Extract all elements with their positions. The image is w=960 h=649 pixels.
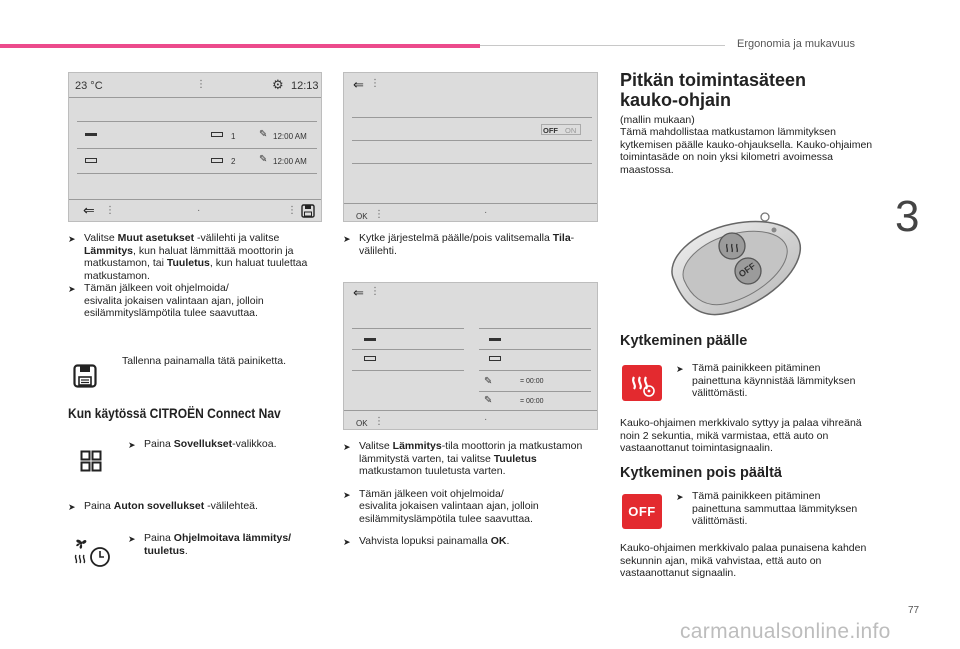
- program-1-index: 1: [231, 132, 236, 141]
- intro-paragraph: Tämä mahdollistaa matkustamon lämmityksen kytkemisen päälle kauko-ohjauksella. Kauko-ohjaimen toimintasäde on noin yksi kilometri avoimessa maastossa.: [620, 126, 873, 176]
- bullet-marker: ➤: [676, 492, 684, 502]
- program-1-time: 12:00 AM: [273, 132, 307, 141]
- divider: [77, 173, 317, 174]
- program-1-toggle[interactable]: [211, 132, 223, 137]
- program-2-status: [85, 158, 97, 163]
- bullet-marker: ➤: [343, 489, 351, 500]
- screen-heating-schedule: [68, 72, 322, 222]
- divider: [352, 163, 592, 164]
- list-item: [68, 500, 326, 514]
- divider: [352, 370, 464, 371]
- separator-dots: ⋮: [374, 416, 384, 427]
- edit-pencil-icon[interactable]: ✎: [484, 376, 493, 387]
- back-arrow-icon[interactable]: ⇐: [353, 285, 364, 300]
- section-heading-connect-nav: Kun käytössä CITROËN Connect Nav: [68, 405, 281, 421]
- bullet-marker: ➤: [68, 284, 76, 294]
- title-line: Pitkän toimintasäteen: [620, 70, 807, 90]
- back-arrow-icon[interactable]: ⇐: [353, 77, 364, 92]
- page-number: 77: [908, 605, 920, 616]
- model-note: (mallin mukaan): [620, 114, 695, 126]
- bullet-marker: ➤: [68, 502, 76, 512]
- divider: [479, 349, 591, 350]
- program-2-toggle[interactable]: [211, 158, 223, 163]
- separator-dots: ⋮: [374, 209, 384, 220]
- separator-dots: ⋮: [196, 79, 206, 90]
- bullet-marker: ➤: [128, 440, 136, 450]
- heating-option[interactable]: [364, 356, 376, 361]
- screen-mode-select: [343, 282, 598, 430]
- off-label[interactable]: OFF: [543, 126, 558, 135]
- list-item: [68, 282, 326, 320]
- divider: [352, 117, 592, 118]
- divider: [69, 97, 321, 98]
- save-icon: [73, 364, 97, 388]
- divider: [69, 199, 321, 200]
- remote-control-illustration: [662, 208, 812, 320]
- separator-dots: ⋮: [370, 78, 380, 89]
- title-line: kauko-ohjain: [620, 90, 732, 110]
- heading-switch-off: Kytkeminen pois päältä: [620, 465, 782, 481]
- separator-dots: ·: [197, 205, 201, 216]
- instruction-list-2: [343, 440, 601, 549]
- list-item: [343, 232, 601, 257]
- ventilation-mode-indicator[interactable]: [489, 338, 501, 341]
- list-item: [128, 438, 323, 452]
- off-button-icon: [622, 494, 662, 529]
- heating-ventilation-timer-icon: [72, 533, 112, 569]
- temperature-readout: 23 °C: [75, 80, 103, 92]
- switch-on-paragraph: Kauko-ohjaimen merkkivalo syttyy ja palaa vihreänä noin 2 sekuntia, mikä varmistaa, että auto on vastaanottanut toimintasignaalin.: [620, 417, 862, 454]
- separator-dots: ·: [484, 207, 488, 218]
- bullet-marker: ➤: [128, 534, 136, 544]
- heating-on-icon: [622, 365, 662, 401]
- list-item-text: Tämä painikkeen pitäminen painettuna käynnistää lämmityksen välittömästi.: [692, 362, 856, 399]
- divider: [77, 121, 317, 122]
- list-item: [68, 232, 326, 282]
- divider: [479, 328, 591, 329]
- edit-pencil-icon[interactable]: ✎: [484, 395, 493, 406]
- bullet-marker: ➤: [343, 234, 351, 244]
- program-2-time: 12:00 AM: [273, 157, 307, 166]
- ventilation-option[interactable]: [489, 356, 501, 361]
- switch-off-paragraph: Kauko-ohjaimen merkkivalo palaa punaisena kahden sekunnin ajan, mikä vahvistaa, että auto on vastaanottanut signaalin.: [620, 542, 867, 579]
- list-item: [128, 532, 323, 557]
- ok-button[interactable]: OK: [356, 419, 368, 428]
- list-item-text: Tämän jälkeen voit ohjelmoida/ esivalita jokaisen valintaan ajan, jolloin esilämmityslämpötila tulee saavuttaa.: [84, 282, 264, 319]
- list-item: [343, 535, 601, 549]
- heating-mode-indicator[interactable]: [364, 338, 376, 341]
- header-accent-bar: [0, 44, 480, 48]
- list-item: [343, 488, 601, 526]
- on-label[interactable]: ON: [565, 126, 577, 135]
- screen-status-tab: [343, 72, 598, 222]
- list-item-text: Valitse Lämmitys-tila moottorin ja matkustamon lämmitystä varten, tai valitse Tuuletus matkustamon tuuletusta varten.: [359, 440, 583, 477]
- list-item-text: Paina Ohjelmoitava lämmitys/ tuuletus.: [144, 532, 292, 557]
- program-time-1: = 00:00: [520, 378, 544, 385]
- list-item: [676, 362, 866, 400]
- heading-switch-on: Kytkeminen päälle: [620, 333, 748, 349]
- list-item-text: Valitse Muut asetukset -välilehti ja valitse Lämmitys, kun haluat lämmittää moottorin ja matkustamon, tai Tuuletus, kun haluat tuulettaa matkustamon.: [84, 232, 308, 282]
- divider: [77, 148, 317, 149]
- status-switch[interactable]: [541, 124, 581, 135]
- apps-grid-icon: [80, 450, 102, 472]
- back-arrow-icon[interactable]: ⇐: [83, 202, 95, 218]
- separator-dots: ⋮: [287, 205, 297, 216]
- bullet-marker: ➤: [343, 537, 351, 547]
- program-time-2: = 00:00: [520, 398, 544, 405]
- divider: [479, 391, 591, 392]
- ok-button[interactable]: OK: [356, 212, 368, 221]
- separator-dots: ⋮: [105, 205, 115, 216]
- remote-off-button-label: OFF: [736, 260, 758, 280]
- section-title: Ergonomia ja mukavuus: [737, 38, 856, 50]
- chapter-number: 3: [895, 192, 920, 241]
- list-item: [343, 440, 601, 478]
- section-title-remote: [620, 70, 860, 110]
- divider: [352, 349, 464, 350]
- bullet-marker: ➤: [343, 442, 351, 452]
- list-item-text: Paina Sovellukset-valikkoa.: [144, 438, 277, 450]
- clock-readout: 12:13: [291, 80, 319, 92]
- edit-pencil-icon[interactable]: ✎: [259, 154, 268, 165]
- bullet-marker: ➤: [676, 364, 684, 374]
- list-item-text: Kytke järjestelmä päälle/pois valitsemalla Tila-välilehti.: [359, 232, 575, 257]
- divider: [352, 140, 592, 141]
- settings-gear-icon[interactable]: ⚙: [272, 77, 284, 92]
- divider: [352, 328, 464, 329]
- list-item-text: Vahvista lopuksi painamalla OK.: [359, 535, 510, 547]
- list-item-text: Tämä painikkeen pitäminen painettuna sammuttaa lämmityksen välittömästi.: [692, 490, 858, 527]
- separator-dots: ⋮: [370, 286, 380, 297]
- list-item-text: Paina Auton sovellukset -välilehteä.: [84, 500, 258, 512]
- divider: [344, 410, 597, 411]
- divider: [479, 370, 591, 371]
- bullet-marker: ➤: [68, 234, 76, 244]
- instruction-list-1: [68, 232, 326, 320]
- save-icon[interactable]: [301, 204, 315, 218]
- save-instruction: Tallenna painamalla tätä painiketta.: [122, 355, 287, 367]
- list-item-text: Tämän jälkeen voit ohjelmoida/ esivalita jokaisen valintaan ajan, jolloin esilämmityslämpötila tulee saavuttaa.: [359, 487, 539, 525]
- divider: [344, 203, 597, 204]
- program-1-status: [85, 133, 97, 136]
- separator-dots: ·: [484, 414, 488, 425]
- program-2-index: 2: [231, 157, 236, 166]
- list-item: [676, 490, 866, 528]
- off-icon-label: OFF: [628, 504, 656, 519]
- header-rule: [480, 45, 725, 46]
- edit-pencil-icon[interactable]: ✎: [259, 129, 268, 140]
- watermark: carmanualsonline.info: [680, 620, 891, 643]
